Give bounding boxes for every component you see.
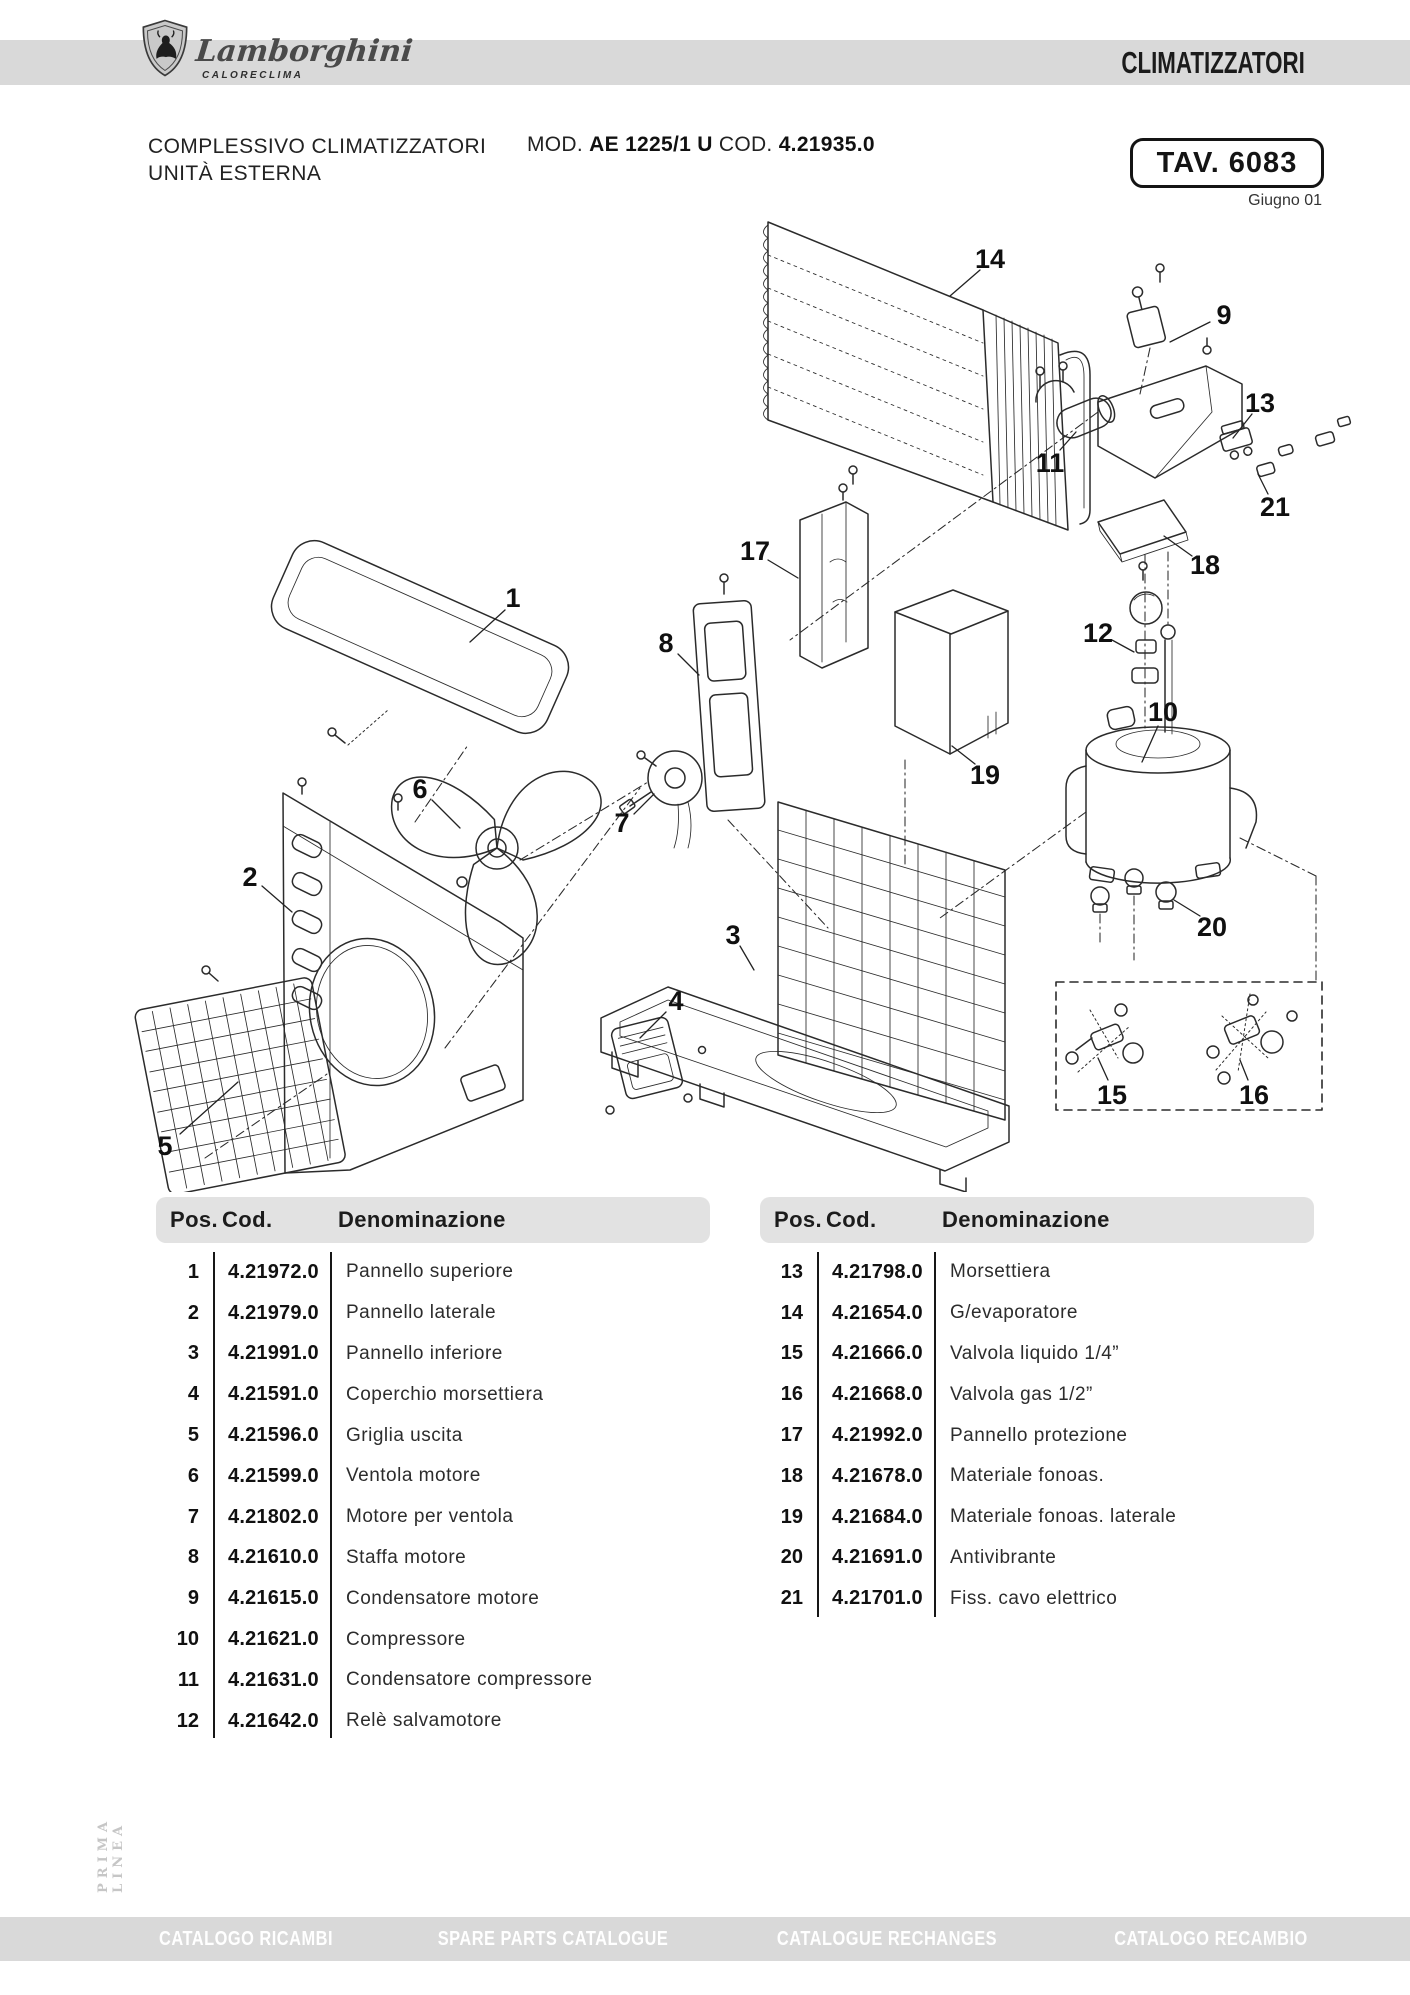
- callout-leader-line: [1170, 322, 1210, 342]
- col-header-cod: Cod.: [222, 1207, 273, 1232]
- cod-cell: 4.21691.0: [832, 1546, 923, 1569]
- part-number-10: 10: [1147, 697, 1179, 727]
- cod-cell: 4.21798.0: [832, 1260, 923, 1283]
- cod-cell: 4.21701.0: [832, 1587, 923, 1610]
- col-header-pos: Pos.: [170, 1207, 219, 1232]
- den-cell: Antivibrante: [950, 1546, 1057, 1568]
- part-compressor-capacitor: [1036, 362, 1118, 442]
- pos-cell: 6: [187, 1464, 199, 1487]
- callout-leader-line: [1112, 640, 1134, 652]
- table-row: [760, 1497, 1314, 1538]
- part-number-14: 14: [974, 244, 1006, 274]
- table-row: [156, 1619, 710, 1660]
- col-header-cod: Cod.: [826, 1207, 877, 1232]
- footer-item: CATALOGO RECAMBIO: [1114, 1928, 1308, 1950]
- cod-cell: 4.21666.0: [832, 1342, 923, 1365]
- mod-label: MOD.: [527, 133, 584, 156]
- table-row: [156, 1374, 710, 1415]
- callout-leader-line: [1098, 1058, 1108, 1080]
- cod-value: 4.21935.0: [778, 133, 875, 156]
- pos-cell: 3: [187, 1342, 199, 1365]
- part-mounting-plate: [1098, 338, 1242, 478]
- part-number-15: 15: [1096, 1080, 1128, 1110]
- footer-band: [0, 1917, 1410, 1961]
- cod-cell: 4.21591.0: [228, 1383, 319, 1406]
- callout-leader-line: [262, 886, 292, 912]
- pos-cell: 8: [187, 1546, 199, 1569]
- model-code-line: [527, 133, 875, 157]
- cod-cell: 4.21972.0: [228, 1260, 319, 1283]
- part-top-panel: [264, 533, 576, 745]
- cod-cell: 4.21631.0: [228, 1668, 319, 1691]
- table-row: [760, 1334, 1314, 1375]
- exploded-parts-diagram: [0, 170, 1410, 1192]
- parts-table-right: [760, 1197, 1314, 1610]
- den-cell: Morsettiera: [950, 1261, 1051, 1283]
- cod-cell: 4.21610.0: [228, 1546, 319, 1569]
- table-header: [760, 1197, 1314, 1243]
- part-number-9: 9: [1216, 300, 1232, 330]
- table-row: [156, 1252, 710, 1293]
- den-cell: Staffa motore: [346, 1546, 467, 1568]
- construction-lines: [205, 412, 1316, 1158]
- part-evaporator-coil: [764, 222, 1091, 530]
- pos-cell: 9: [187, 1587, 199, 1610]
- den-cell: Pannello protezione: [950, 1424, 1128, 1446]
- table-row: [760, 1252, 1314, 1293]
- pos-cell: 16: [780, 1383, 803, 1406]
- cod-cell: 4.21621.0: [228, 1628, 319, 1651]
- den-cell: Pannello superiore: [346, 1261, 514, 1283]
- pos-cell: 4: [187, 1383, 199, 1406]
- den-cell: Griglia uscita: [346, 1424, 463, 1446]
- pos-cell: 7: [187, 1505, 199, 1528]
- pos-cell: 17: [780, 1424, 803, 1447]
- callout-leader-line: [432, 800, 460, 828]
- den-cell: Condensatore compressore: [346, 1669, 593, 1691]
- footer-item: SPARE PARTS CATALOGUE: [437, 1928, 669, 1950]
- den-cell: Materiale fonoas. laterale: [950, 1506, 1177, 1528]
- callout-leader-line: [1142, 726, 1158, 762]
- cod-cell: 4.21599.0: [228, 1464, 319, 1487]
- pos-cell: 2: [187, 1301, 199, 1324]
- den-cell: Valvola liquido 1/4”: [950, 1342, 1120, 1364]
- den-cell: Valvola gas 1/2”: [950, 1383, 1093, 1405]
- table-row: [156, 1660, 710, 1701]
- callout-leader-line: [768, 560, 798, 578]
- cod-cell: 4.21992.0: [832, 1424, 923, 1447]
- den-cell: Compressore: [346, 1628, 466, 1650]
- part-number-20: 20: [1196, 912, 1228, 942]
- part-soundproof-sheet: [1098, 500, 1188, 562]
- shield-icon: [140, 18, 190, 78]
- part-liquid-valve: [1066, 1004, 1143, 1072]
- table-row: [156, 1701, 710, 1742]
- watermark: PRIMA LINEA: [96, 1816, 126, 1893]
- part-number-callouts: [157, 244, 1290, 1161]
- lamborghini-shield-logo: [140, 18, 190, 78]
- mod-value: AE 1225/1 U: [589, 133, 713, 156]
- table-row: [760, 1538, 1314, 1579]
- part-terminal-cover: [606, 1016, 692, 1114]
- part-number-8: 8: [658, 628, 674, 658]
- pos-cell: 14: [780, 1301, 803, 1324]
- part-number-12: 12: [1082, 618, 1114, 648]
- den-cell: Relè salvamotore: [346, 1710, 502, 1732]
- pos-cell: 1: [187, 1260, 199, 1283]
- table-row: [156, 1456, 710, 1497]
- part-number-5: 5: [157, 1131, 173, 1161]
- table-rows: [156, 1252, 710, 1742]
- part-number-3: 3: [725, 920, 741, 950]
- callout-leader-line: [1258, 474, 1268, 494]
- screw-icon: [1140, 264, 1164, 394]
- pos-cell: 10: [176, 1628, 199, 1651]
- cod-cell: 4.21615.0: [228, 1587, 319, 1610]
- part-number-7: 7: [614, 808, 630, 838]
- parts-table-left: [156, 1197, 710, 1732]
- part-condenser-grid: [778, 802, 1005, 1120]
- table-row: [760, 1293, 1314, 1334]
- part-number-21: 21: [1259, 492, 1291, 522]
- den-cell: G/evaporatore: [950, 1302, 1078, 1324]
- cod-cell: 4.21596.0: [228, 1424, 319, 1447]
- page-section-title: CLIMATIZZATORI: [1121, 45, 1305, 80]
- part-compressor: [1066, 625, 1256, 883]
- cod-cell: 4.21979.0: [228, 1301, 319, 1324]
- edition-date: Giugno 01: [1248, 192, 1322, 209]
- footer-item: CATALOGO RICAMBI: [159, 1928, 333, 1950]
- table-row: [760, 1456, 1314, 1497]
- den-cell: Fiss. cavo elettrico: [950, 1587, 1118, 1609]
- assembly-title-line1: COMPLESSIVO CLIMATIZZATORI: [148, 135, 487, 158]
- part-number-1: 1: [505, 583, 521, 613]
- cod-cell: 4.21678.0: [832, 1464, 923, 1487]
- pos-cell: 13: [780, 1260, 803, 1283]
- table-row: [760, 1415, 1314, 1456]
- part-soundproof-box: [895, 590, 1008, 754]
- table-row: [156, 1497, 710, 1538]
- pos-cell: 5: [187, 1424, 199, 1447]
- part-motor-bracket: [693, 574, 765, 812]
- den-cell: Condensatore motore: [346, 1587, 540, 1609]
- den-cell: Motore per ventola: [346, 1506, 514, 1528]
- den-cell: Ventola motore: [346, 1465, 481, 1487]
- cod-cell: 4.21802.0: [228, 1505, 319, 1528]
- part-number-19: 19: [969, 760, 1001, 790]
- cod-cell: 4.21654.0: [832, 1301, 923, 1324]
- part-number-13: 13: [1244, 388, 1276, 418]
- part-motor-capacitor: [1121, 283, 1166, 348]
- part-protection-panel: [800, 466, 868, 668]
- den-cell: Materiale fonoas.: [950, 1465, 1105, 1487]
- pos-cell: 21: [780, 1587, 803, 1610]
- part-terminal-block: [1217, 419, 1255, 461]
- table-number-badge: TAV. 6083: [1130, 138, 1324, 188]
- pos-cell: 11: [177, 1668, 199, 1691]
- col-header-denominazione: Denominazione: [338, 1207, 506, 1232]
- pos-cell: 15: [780, 1342, 803, 1365]
- part-number-2: 2: [242, 862, 258, 892]
- part-fan-motor: [619, 751, 702, 848]
- brand-name: Lamborghini: [194, 34, 415, 69]
- callout-leader-line: [740, 946, 754, 970]
- part-number-18: 18: [1189, 550, 1221, 580]
- table-header: [156, 1197, 710, 1243]
- brand-subtitle: CALORECLIMA: [202, 70, 304, 81]
- part-number-11: 11: [1035, 448, 1065, 478]
- callout-leader-line: [640, 1012, 666, 1038]
- valve-detail-box: [1056, 982, 1322, 1110]
- col-header-denominazione: Denominazione: [942, 1207, 1110, 1232]
- table-row: [156, 1293, 710, 1334]
- part-gas-valve: [1207, 994, 1297, 1084]
- pos-cell: 19: [780, 1505, 803, 1528]
- pos-cell: 20: [780, 1546, 803, 1569]
- footer-item: CATALOGUE RECHANGES: [776, 1928, 998, 1950]
- den-cell: Coperchio morsettiera: [346, 1383, 544, 1405]
- den-cell: Pannello laterale: [346, 1302, 497, 1324]
- part-antivibration-mounts: [1091, 869, 1176, 960]
- col-header-pos: Pos.: [774, 1207, 823, 1232]
- cod-label: COD.: [718, 133, 773, 156]
- cod-cell: 4.21991.0: [228, 1342, 319, 1365]
- table-rows: [760, 1252, 1314, 1619]
- table-row: [156, 1334, 710, 1375]
- part-cable-fixings: [1253, 416, 1355, 477]
- part-number-16: 16: [1238, 1080, 1270, 1110]
- table-row: [156, 1538, 710, 1579]
- table-row: [760, 1578, 1314, 1619]
- table-row: [156, 1578, 710, 1619]
- pos-cell: 18: [780, 1464, 803, 1487]
- cod-cell: 4.21642.0: [228, 1709, 319, 1732]
- table-row: [156, 1415, 710, 1456]
- assembly-title-line2: UNITÀ ESTERNA: [148, 162, 322, 185]
- part-number-17: 17: [739, 536, 771, 566]
- callout-leader-line: [1240, 1060, 1248, 1080]
- pos-cell: 12: [176, 1709, 199, 1732]
- table-row: [760, 1374, 1314, 1415]
- cod-cell: 4.21668.0: [832, 1383, 923, 1406]
- cod-cell: 4.21684.0: [832, 1505, 923, 1528]
- part-number-4: 4: [668, 986, 684, 1016]
- den-cell: Pannello inferiore: [346, 1342, 503, 1364]
- part-number-6: 6: [412, 774, 428, 804]
